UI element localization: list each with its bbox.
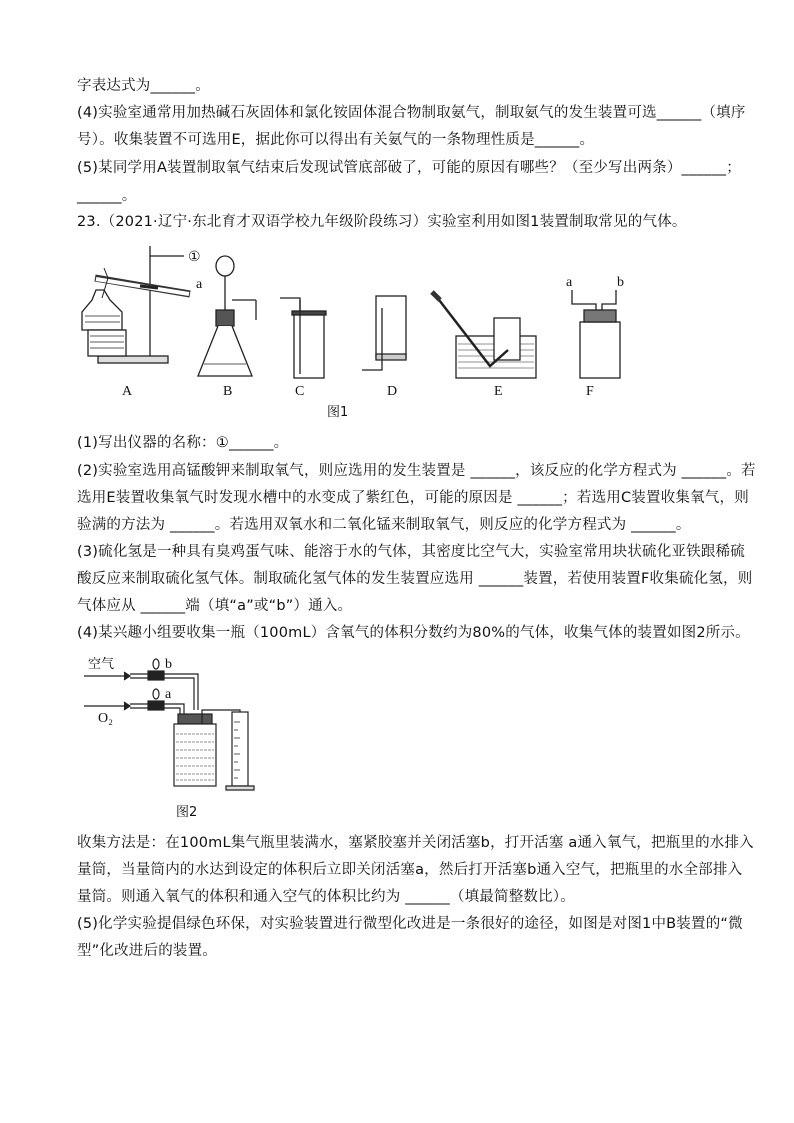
text-line: ______。	[77, 188, 137, 204]
apparatus-e	[432, 292, 536, 378]
valve-b-label: b	[165, 657, 172, 672]
collection-method-line-2: 量筒，当量筒内的水达到设定的体积后立即关闭活塞a，然后打开活塞b通入空气，把瓶里的水全部排入	[77, 862, 743, 878]
collection-method-line-1: 收集方法是：在100mL集气瓶里装满水，塞紧胶塞并关闭活塞b，打开活塞 a通入氧气，把瓶里的水排入	[77, 835, 754, 851]
figure-1-apparatus	[80, 238, 700, 424]
label-b: B	[223, 384, 233, 399]
collection-method-line-3: 量筒。则通入氧气的体积和通入空气的体积比约为 ______（填最简整数比）。	[77, 889, 575, 905]
valve-a-label: a	[165, 687, 172, 702]
o2-label: O₂	[98, 711, 113, 726]
label-c: C	[295, 384, 305, 399]
text-line: 号）。收集装置不可选用E，据此你可以得出有关氨气的一条物理性质是______。	[77, 132, 595, 148]
label-d: D	[387, 384, 398, 399]
text-line: (4)实验室通常用加热碱石灰固体和氯化铵固体混合物制取氨气，制取氨气的发生装置可选______（填序	[77, 105, 746, 121]
figure-2-apparatus	[80, 650, 280, 828]
text-line: 字表达式为______。	[77, 78, 210, 94]
port-b-label-f: b	[617, 275, 624, 290]
label-a: A	[122, 384, 133, 399]
question-23-heading: 23.（2021·辽宁·东北育才双语学校九年级阶段练习）实验室利用如图1装置制取常见的气体。	[77, 214, 687, 230]
apparatus-f	[566, 275, 624, 378]
apparatus-a	[82, 246, 201, 363]
question-3-line-2: 酸反应来制取硫化氢气体。制取硫化氢气体的发生装置应选用 ______装置，若使用装置F收集硫化氢，则	[77, 571, 753, 587]
question-2-line-2: 选用E装置收集氧气时发现水槽中的水变成了紫红色，可能的原因是 ______；若选用C装置收集氧气，则	[77, 490, 749, 506]
question-4-line-1: (4)某兴趣小组要收集一瓶（100mL）含氧气的体积分数约为80%的气体，收集气体的装置如图2所示。	[77, 625, 750, 641]
question-5-line-2: 型”化改进后的装置。	[77, 943, 218, 959]
air-label: 空气	[88, 657, 115, 672]
question-2-line-1: (2)实验室选用高锰酸钾来制取氧气，则应选用的发生装置是 ______，该反应的化学方程式为 ______。若	[77, 463, 756, 479]
figure-1-caption: 图1	[327, 405, 349, 420]
question-1: (1)写出仪器的名称：①______。	[77, 435, 289, 451]
text-line: (5)某同学用A装置制取氧气结束后发现试管底部破了，可能的原因有哪些？（至少写出两条）______；	[77, 160, 741, 176]
label-f: F	[586, 384, 594, 399]
port-a-label-f: a	[566, 275, 573, 290]
port-a-label-b: a	[196, 277, 203, 292]
question-5-line-1: (5)化学实验提倡绿色环保，对实验装置进行微型化改进是一条很好的途径，如图是对图1中B装置的“微	[77, 916, 743, 932]
apparatus-b	[196, 256, 256, 376]
question-3-line-1: (3)硫化氢是一种具有臭鸡蛋气味、能溶于水的气体，其密度比空气大，实验室常用块状硫化亚铁跟稀硫	[77, 544, 745, 560]
marker-1: ①	[188, 250, 201, 265]
label-e: E	[494, 384, 503, 399]
question-3-line-3: 气体应从 ______端（填“a”或“b”）通入。	[77, 598, 353, 614]
apparatus-d	[362, 296, 406, 370]
apparatus-c	[280, 298, 326, 378]
figure-2-caption: 图2	[176, 805, 198, 820]
question-2-line-3: 验满的方法为 ______。若选用双氧水和二氧化锰来制取氧气，则反应的化学方程式为 ______。	[77, 517, 691, 533]
